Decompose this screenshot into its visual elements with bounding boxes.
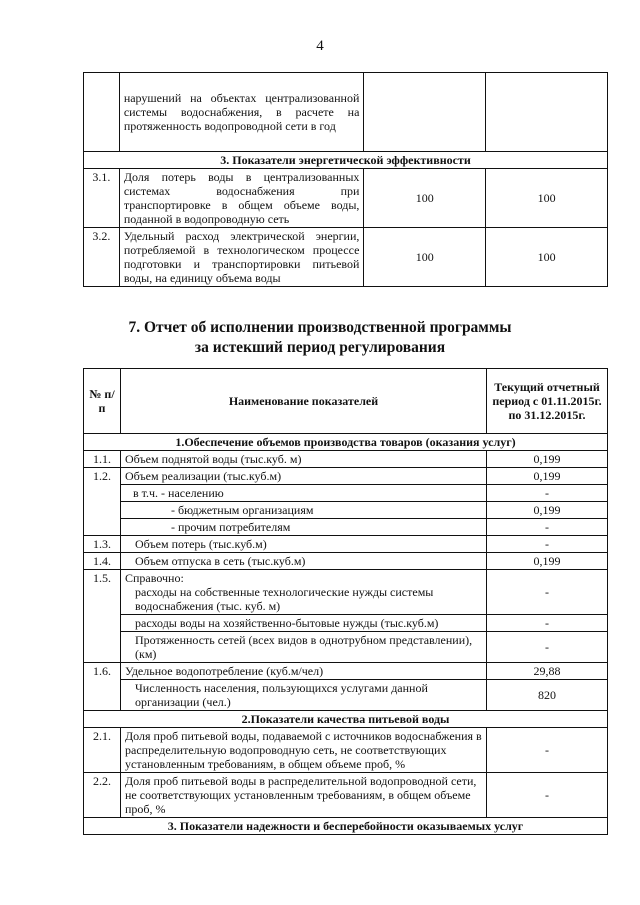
row-value-1: 100 <box>364 169 486 228</box>
section-title: 2.Показатели качества питьевой воды <box>84 711 608 728</box>
table-row <box>84 570 608 615</box>
row-value: 0,199 <box>487 502 608 519</box>
row-name-detail: расходы на собственные технологические нужды системы водоснабжения (тыс. куб. м) <box>135 585 434 613</box>
row-name: в т.ч. - населению <box>121 485 487 502</box>
row-name: - прочим потребителям <box>121 519 487 536</box>
table-row <box>84 228 608 287</box>
table-row <box>84 536 608 553</box>
header-row <box>84 369 608 434</box>
table-row <box>84 485 608 502</box>
heading-line-1: 7. Отчет об исполнении производственной программы <box>128 319 512 336</box>
row-name: Удельное водопотребление (куб.м/чел) <box>121 663 487 680</box>
section-title: 3. Показатели энергетической эффективности <box>84 152 608 169</box>
row-name: Объем отпуска в сеть (тыс.куб.м) <box>121 553 487 570</box>
section-header-row <box>84 818 608 835</box>
row-name <box>121 570 487 615</box>
table-row <box>84 169 608 228</box>
table-row <box>84 553 608 570</box>
row-value-2: 100 <box>486 169 608 228</box>
row-value: - <box>487 536 608 553</box>
row-number <box>84 519 121 536</box>
row-value-2 <box>486 73 608 152</box>
heading-line-2: за истекший период регулирования <box>194 339 446 356</box>
row-value-2: 100 <box>486 228 608 287</box>
row-value: - <box>487 615 608 632</box>
section-title: 1.Обеспечение объемов производства товаров (оказания услуг) <box>84 434 608 451</box>
row-name: Численность населения, пользующихся услугами данной организации (чел.) <box>121 680 487 711</box>
row-value: - <box>487 570 608 615</box>
row-number: 1.1. <box>84 451 121 468</box>
row-value: - <box>487 773 608 818</box>
row-value: 0,199 <box>487 451 608 468</box>
row-name: Удельный расход электрической энергии, потребляемой в технологическом процессе подготовки и транспортировки питьевой воды, на единицу объема воды <box>119 228 364 287</box>
table-row <box>84 519 608 536</box>
row-name: Доля проб питьевой воды в распределительной водопроводной сети, не соответствующих установленным требованиям, в общем объеме проб, % <box>121 773 487 818</box>
row-name: Объем поднятой воды (тыс.куб. м) <box>121 451 487 468</box>
row-number <box>84 680 121 711</box>
table-row <box>84 632 608 663</box>
page-number: 4 <box>316 38 324 54</box>
row-value: - <box>487 632 608 663</box>
row-number <box>84 485 121 502</box>
table-row <box>84 773 608 818</box>
row-number <box>84 615 121 632</box>
row-value: - <box>487 728 608 773</box>
row-number: 1.4. <box>84 553 121 570</box>
row-value: 820 <box>487 680 608 711</box>
table-row <box>84 73 608 152</box>
row-name: Доля проб питьевой воды, подаваемой с источников водоснабжения в распределительную водопроводную сеть, не соответствующих установленным требованиям, в общем объеме проб, % <box>121 728 487 773</box>
row-number: 1.5. <box>84 570 121 615</box>
row-name: Объем реализации (тыс.куб.м) <box>121 468 487 485</box>
row-value: 0,199 <box>487 468 608 485</box>
table-row <box>84 615 608 632</box>
row-number: 3.2. <box>84 228 120 287</box>
section-header-row <box>84 152 608 169</box>
row-name: - бюджетным организациям <box>121 502 487 519</box>
table-row <box>84 680 608 711</box>
table-row <box>84 502 608 519</box>
row-value: - <box>487 485 608 502</box>
row-name-label: Справочно: <box>125 571 184 585</box>
row-number: 3.1. <box>84 169 120 228</box>
row-value: 0,199 <box>487 553 608 570</box>
production-report-table <box>83 368 608 835</box>
row-number: 1.2. <box>84 468 121 485</box>
section-title: 3. Показатели надежности и бесперебойности оказываемых услуг <box>84 818 608 835</box>
row-number <box>84 73 120 152</box>
row-value-1 <box>364 73 486 152</box>
row-number: 2.2. <box>84 773 121 818</box>
table-row <box>84 468 608 485</box>
col-header-number: № п/п <box>84 369 121 434</box>
section-header-row <box>84 711 608 728</box>
row-name: Протяженность сетей (всех видов в однотрубном представлении), (км) <box>121 632 487 663</box>
row-value: 29,88 <box>487 663 608 680</box>
table-row <box>84 663 608 680</box>
row-number <box>84 502 121 519</box>
col-header-name: Наименование показателей <box>121 369 487 434</box>
table-row <box>84 728 608 773</box>
table-row <box>84 451 608 468</box>
row-value: - <box>487 519 608 536</box>
row-name: Объем потерь (тыс.куб.м) <box>121 536 487 553</box>
row-number: 1.3. <box>84 536 121 553</box>
row-value-1: 100 <box>364 228 486 287</box>
energy-efficiency-table <box>83 72 608 287</box>
row-name: расходы воды на хозяйственно-бытовые нужды (тыс.куб.м) <box>121 615 487 632</box>
section-header-row <box>84 434 608 451</box>
col-header-value: Текущий отчетный период с 01.11.2015г. по 31.12.2015г. <box>487 369 608 434</box>
section-heading <box>0 318 640 358</box>
row-number <box>84 632 121 663</box>
row-name: нарушений на объектах централизованной системы водоснабжения, в расчете на протяженность водопроводной сети в год <box>119 73 364 152</box>
row-number: 1.6. <box>84 663 121 680</box>
row-number: 2.1. <box>84 728 121 773</box>
row-name: Доля потерь воды в централизованных системах водоснабжения при транспортировке в общем объеме воды, поданной в водопроводную сеть <box>119 169 364 228</box>
